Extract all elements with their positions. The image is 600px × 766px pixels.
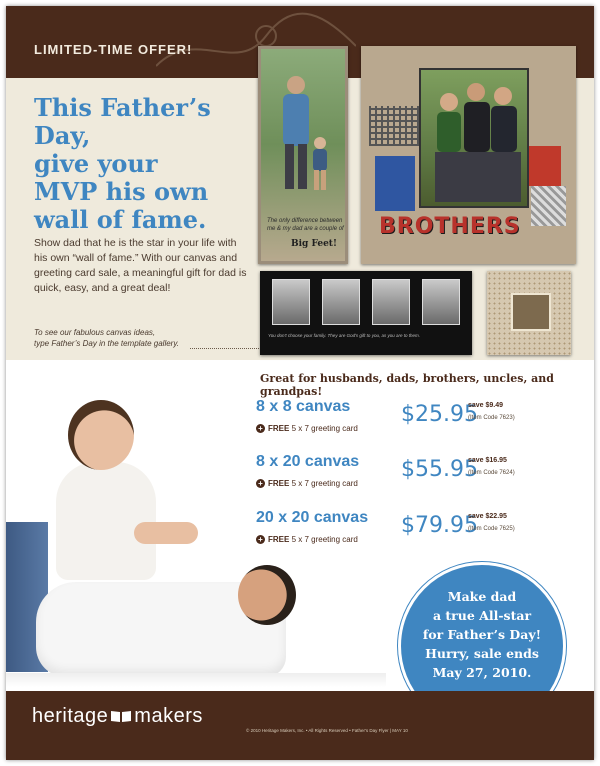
logo-makers: makers	[134, 705, 203, 727]
brothers-photo	[419, 68, 529, 208]
free-label: FREE	[268, 424, 290, 433]
product-save: save $16.95	[468, 457, 507, 464]
offer-label: LIMITED-TIME OFFER!	[34, 42, 193, 57]
headline-line: wall of fame.	[34, 205, 207, 234]
strip-face	[272, 279, 310, 325]
walk-caption: The only difference between me & my dad are a couple of	[267, 218, 344, 232]
photo-brothers-collage	[361, 46, 576, 264]
logo-heritage: heritage	[32, 705, 109, 727]
legal-text: © 2010 Heritage Makers, Inc. • All Rights Reserved • Father's Day Flyer | MAY 10	[246, 728, 408, 733]
three-brothers-icon	[421, 70, 527, 206]
template-hint	[34, 327, 284, 349]
product-name: 20 x 20 canvas	[256, 509, 369, 526]
product-price: $55.95	[401, 457, 478, 482]
product-price: $79.95	[401, 513, 478, 538]
card-label: 5 x 7 greeting card	[291, 535, 358, 544]
flyer-page	[6, 6, 594, 760]
hero-father-daughter	[6, 382, 386, 687]
floor-reflection	[6, 673, 386, 687]
product-price: $25.95	[401, 402, 478, 427]
product-save: save $9.49	[468, 402, 504, 409]
body-text: Show dad that he is the star in your life with his own “wall of fame.” With our canvas and greeting card sale, a meaningful gift for dad is quick, easy, and a great deal!	[34, 237, 247, 294]
hint-line-1: To see our fabulous canvas ideas,	[34, 328, 156, 337]
heritage-makers-logo	[32, 705, 203, 728]
card-label: 5 x 7 greeting card	[291, 424, 358, 433]
headline-line: give your	[34, 149, 158, 178]
product-save: save $22.95	[468, 513, 507, 520]
plus-circle-icon: +	[256, 535, 265, 544]
free-label: FREE	[268, 535, 290, 544]
small-canvas-inner	[511, 293, 551, 331]
open-book-icon	[110, 709, 132, 723]
free-label: FREE	[268, 479, 290, 488]
walk-big-feet: Big Feet!	[291, 239, 337, 249]
footer-band	[6, 691, 594, 760]
plus-circle-icon: +	[256, 479, 265, 488]
great-for-label: Great for husbands, dads, brothers, uncles, and grandpas!	[260, 372, 554, 398]
photo-small-canvas	[487, 271, 571, 355]
girl-head	[68, 400, 134, 470]
product-name: 8 x 20 canvas	[256, 453, 360, 470]
girl-body	[56, 462, 156, 580]
strip-face	[322, 279, 360, 325]
photo-family-strip	[260, 271, 472, 355]
hint-line-2: type Father’s Day in the template gallery.	[34, 339, 179, 348]
badge-text	[411, 587, 553, 682]
product-code: (Item Code 7623)	[468, 415, 515, 421]
badge-line: Hurry, sale ends	[425, 646, 539, 661]
strip-face	[372, 279, 410, 325]
plus-circle-icon: +	[256, 424, 265, 433]
brothers-word: BROTHERS	[379, 214, 521, 239]
badge-line: May 27, 2010.	[432, 665, 532, 680]
card-label: 5 x 7 greeting card	[291, 479, 358, 488]
girl-leg	[134, 522, 198, 544]
headline-line: MVP his own	[34, 177, 209, 206]
badge-line: for Father’s Day!	[422, 627, 542, 642]
strip-face	[422, 279, 460, 325]
product-name: 8 x 8 canvas	[256, 398, 351, 415]
dad-head	[238, 565, 296, 625]
headline	[34, 94, 264, 234]
product-code: (Item Code 7624)	[468, 470, 515, 476]
walking-figures-icon	[261, 49, 345, 209]
product-code: (Item Code 7625)	[468, 526, 515, 532]
strip-caption: You don't choose your family. They are God's gift to you, as you are to them.	[268, 333, 420, 338]
headline-line: This Father’s Day,	[34, 93, 211, 150]
badge-line: a true All-star	[432, 608, 532, 623]
photo-father-son-walk	[258, 46, 348, 264]
badge-line: Make dad	[447, 589, 517, 604]
